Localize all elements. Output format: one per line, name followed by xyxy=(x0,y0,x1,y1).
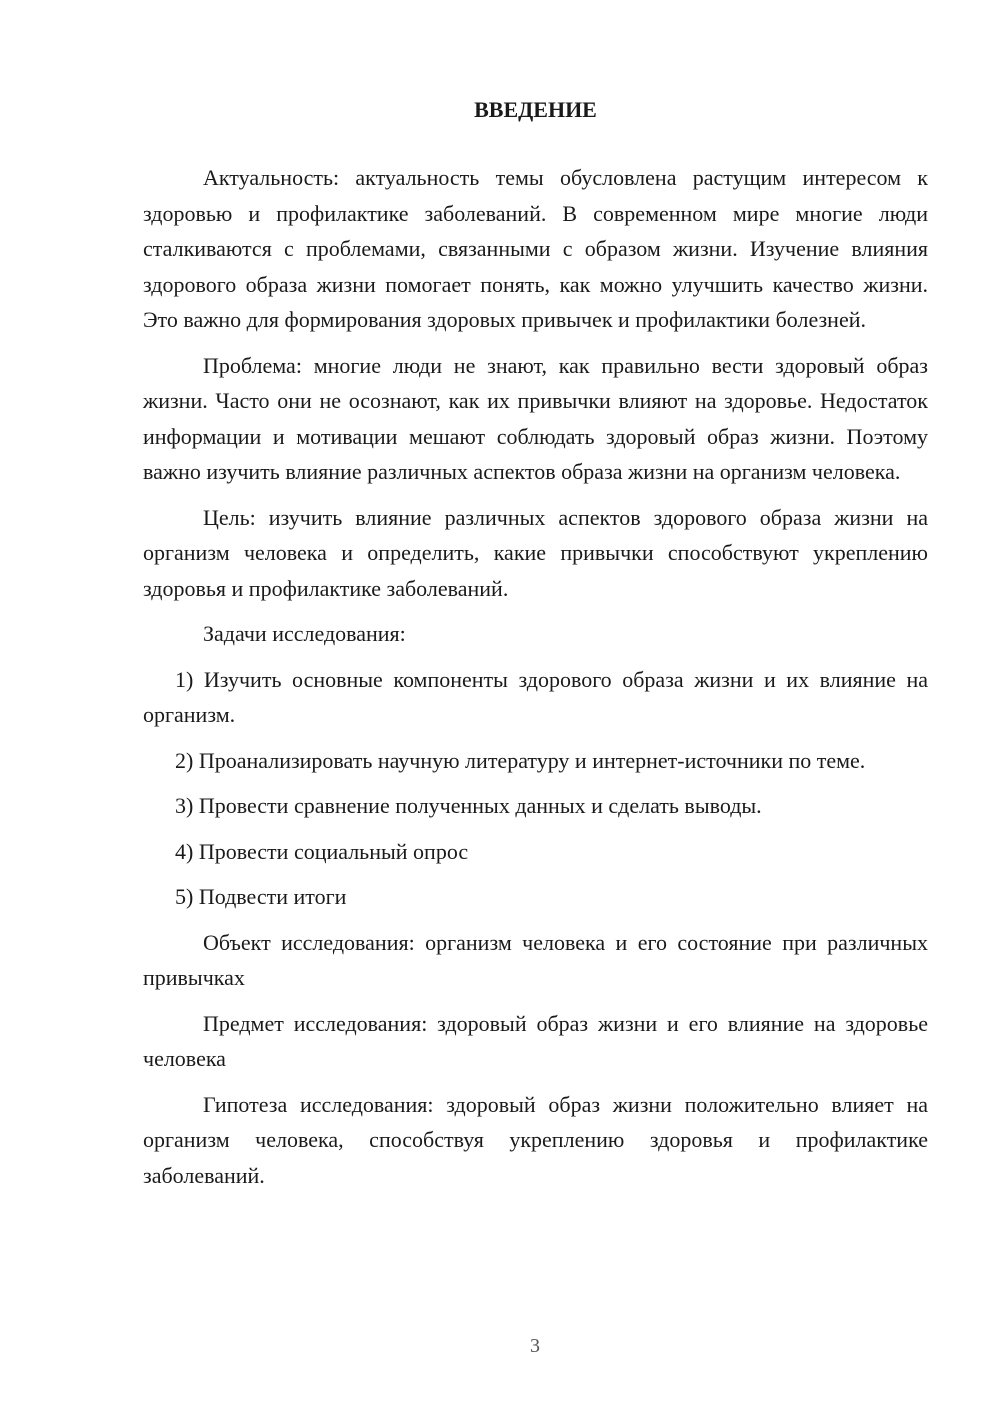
hypothesis-paragraph: Гипотеза исследования: здоровый образ жизни положительно влияет на организм человека, способствуя укреплению здоровья и профилактике заболеваний. xyxy=(143,1091,928,1188)
goal-paragraph: Цель: изучить влияние различных аспектов здорового образа жизни на организм человека и определить, какие привычки способствуют укреплению здоровья и профилактике заболеваний. xyxy=(143,504,928,601)
page-content xyxy=(143,94,928,1193)
subject-paragraph: Предмет исследования: здоровый образ жизни и его влияние на здоровье человека xyxy=(143,1010,928,1071)
problem-paragraph: Проблема: многие люди не знают, как правильно вести здоровый образ жизни. Часто они не осознают, как их привычки влияют на здоровье. Недостаток информации и мотивации мешают соблюдать здоровый образ жизни. Поэтому важно изучить влияние различных аспектов образа жизни на организм человека. xyxy=(143,352,928,484)
task-item-2: 2) Проанализировать научную литературу и интернет-источники по теме. xyxy=(175,747,866,773)
task-item-5: 5) Подвести итоги xyxy=(175,884,347,909)
task-item-1: 1) Изучить основные компоненты здорового образа жизни и их влияние на организм. xyxy=(143,666,928,727)
relevance-paragraph: Актуальность: актуальность темы обусловлена растущим интересом к здоровью и профилактике заболеваний. В современном мире многие люди сталкиваются с проблемами, связанными с образом жизни. Изучение влияния здорового образа жизни помогает понять, как можно улучшить качество жизни. Это важно для формирования здоровых привычек и профилактики болезней. xyxy=(143,165,928,332)
object-paragraph: Объект исследования: организм человека и его состояние при различных привычках xyxy=(143,929,928,990)
page-number: 3 xyxy=(530,1335,540,1357)
task-item-4: 4) Провести социальный опрос xyxy=(175,838,469,864)
task-item-3: 3) Провести сравнение полученных данных и сделать выводы. xyxy=(175,793,762,818)
section-heading: ВВЕДЕНИЕ xyxy=(474,97,597,122)
tasks-title: Задачи исследования: xyxy=(203,621,406,646)
